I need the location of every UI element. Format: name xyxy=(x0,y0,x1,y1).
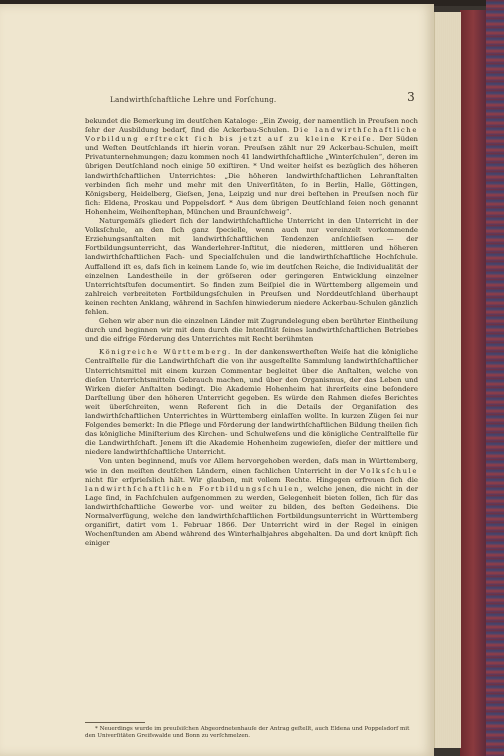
running-header xyxy=(110,90,415,107)
spaced-emphasis: Königreiche Württemberg. xyxy=(99,348,232,357)
text-run: Von unten beginnend, muſs vor Allem hervorgehoben werden, daſs man in Württemberg, wie in den meiſten deutſchen Ländern, einen fachlichen Unterricht in der xyxy=(85,457,418,475)
marbled-cover-edge xyxy=(486,0,504,756)
spaced-emphasis: landwirthſchaftlichen Fortbildungsſchulen, xyxy=(85,484,304,493)
footnote-rule xyxy=(85,722,145,723)
text-run: Gehen wir aber nun die einzelnen Länder mit Zugrundelegung eben berührter Eintheilung durch und beginnen wir mit dem durch die Intenſität ſeines landwirthſchaftlichen Betriebes und die eifrige Förderung des Unterrichtes mit Recht berühmten xyxy=(85,317,418,344)
text-run: welche jenen, die nicht in der Lage ſind, in Fachſchulen aufgenommen zu werden, Gelegenheit bieten ſollen, ſich für das landwirthſchaftliche Gewerbe vor- und weiter zu bilden, des beſten Gedeihens. Die Normalverfügung, welche den landwirthſchaftlichen Fortbildungsunterricht in Württemberg organiſirt, datirt vom 1. Februar 1866. Der Unterricht wird in der Regel in einigen Wochenſtunden am Abend während des Winterhalbjahres abgehalten. Da und dort knüpft ſich einiger xyxy=(85,484,418,548)
paragraph xyxy=(85,348,418,457)
footnote: * Neuerdings wurde im preuſsiſchen Abgeordnetenhauſe der Antrag geſtellt, auch Eldena und Poppelsdorf mit den Univerſitäten Greifswalde und Bonn zu verſchmelzen. xyxy=(85,726,410,740)
text-run: Der Süden und Weſten Deutſchlands iſt hierin voran. Preuſsen zählt nur 29 Ackerbau-Schulen, meiſt Privatunternehmungen; dazu kommen noch 41 landwirthſchaftliche „Winterſchulen“, deren im übrigen Deutſchland noch einige 50 exiſtiren. * Und weiter heiſst es bezüglich des höheren landwirthſchaftlichen Unterrichtes: „Die höheren landwirthſchaftlichen Lehranſtalten verbinden ſich mehr und mehr mit den Univerſitäten, ſo in Berlin, Halle, Göttingen, Königsberg, Heidelberg, Gieſsen, Jena, Leipzig und nur drei beſtehen in Preuſsen noch für ſich: Eldena, Proskau und Poppelsdorf. * Aus dem übrigen Deutſchland ſeien noch genannt Hohenheim, Weihenſtephan, München und Braunſchweig“. xyxy=(85,135,418,216)
spaced-emphasis: Die landwirthſchaftliche Vorbildung erſtreckt ſich bis jetzt auf zu kleine Kreiſe. xyxy=(85,126,418,144)
body-text xyxy=(85,117,418,548)
text-run: bekundet die Bemerkung im deutſchen Kataloge: „Ein Zweig, der namentlich in Preuſsen noch ſehr der Ausbildung bedarf, ſind die Ackerbau-Schulen. xyxy=(85,117,418,135)
paragraph xyxy=(85,217,418,317)
page-stack-edge xyxy=(434,12,461,748)
paragraph xyxy=(85,457,418,548)
text-run: Naturgemäſs gliedert ſich der landwirthſchaftliche Unterricht in den Unterricht in der Volksſchule, an den ſich ganz ſpecielle, wenn auch nur vereinzelt vorkommende Erziehungsanſtalten mit landwirthſchaftlichen Tendenzen anſchlieſsen — der Fortbildungsunterricht, das Wanderlehrer-Inſtitut, die niederen, mittleren und höheren landwirthſchaftlichen Fach- und Specialſchulen und die landwirthſchaftliche Hochſchule. Auffallend iſt es, daſs ſich in keinem Lande ſo, wie im deutſchen Reiche, die Individualität der einzelnen Landestheile in der gröſseren oder geringeren Entwicklung einzelner Unterrichtsſtufen documentirt. So finden zum Beiſpiel die in Württemberg allgemein und zahlreich verbreiteten Fortbildungsſchulen in Preuſsen und Norddeutſchland überhaupt keinen rechten Anklang, während in Sachſen hinwiederum niedere Ackerbau-Schulen gänzlich fehlen. xyxy=(85,217,418,316)
page-number: 3 xyxy=(407,90,415,104)
paragraph xyxy=(85,317,418,344)
running-title: Landwirthſchaftliche Lehre und Forſchung. xyxy=(110,95,277,104)
text-run: nicht für erſprieſslich hält. Wir glauben, mit vollem Rechte. Hingegen erfreuen ſich die xyxy=(85,475,418,484)
paragraph xyxy=(85,117,418,217)
text-run: In der dankenswertheſten Weiſe hat die königliche Centralſtelle für die Landwirthſchaft die von ihr ausgeſtellte Sammlung landwirthſchaftlicher Unterrichtsmittel mit einem kurzen Commentar begleitet über die Anſtalten, welche von dieſen Unterrichtsmitteln Gebrauch machen, und über den Organismus, der das Leben und Wirken dieſer Anſtalten bedingt. Die Akademie Hohenheim hat ihrerſeits eine beſondere Darſtellung über den höheren Unterricht gegeben. Es würde den Rahmen dieſes Berichtes weit überſchreiten, wenn Referent ſich in die Details der Organiſation des landwirthſchaftlichen Unterrichtes in Württemberg einlaſſen wollte. In kurzen Zügen ſei nur Folgendes bemerkt: In die Pflege und Förderung der landwirthſchaftlichen Bildung theilen ſich das königliche Miniſterium des Kirchen- und Schulweſens und die königliche Centralſtelle für die Landwirthſchaft. Jenem iſt die Akademie Hohenheim zugewieſen, dieſer der mittlere und niedere landwirthſchaftliche Unterricht. xyxy=(85,348,418,457)
spaced-emphasis: Volksſchule xyxy=(360,466,418,475)
